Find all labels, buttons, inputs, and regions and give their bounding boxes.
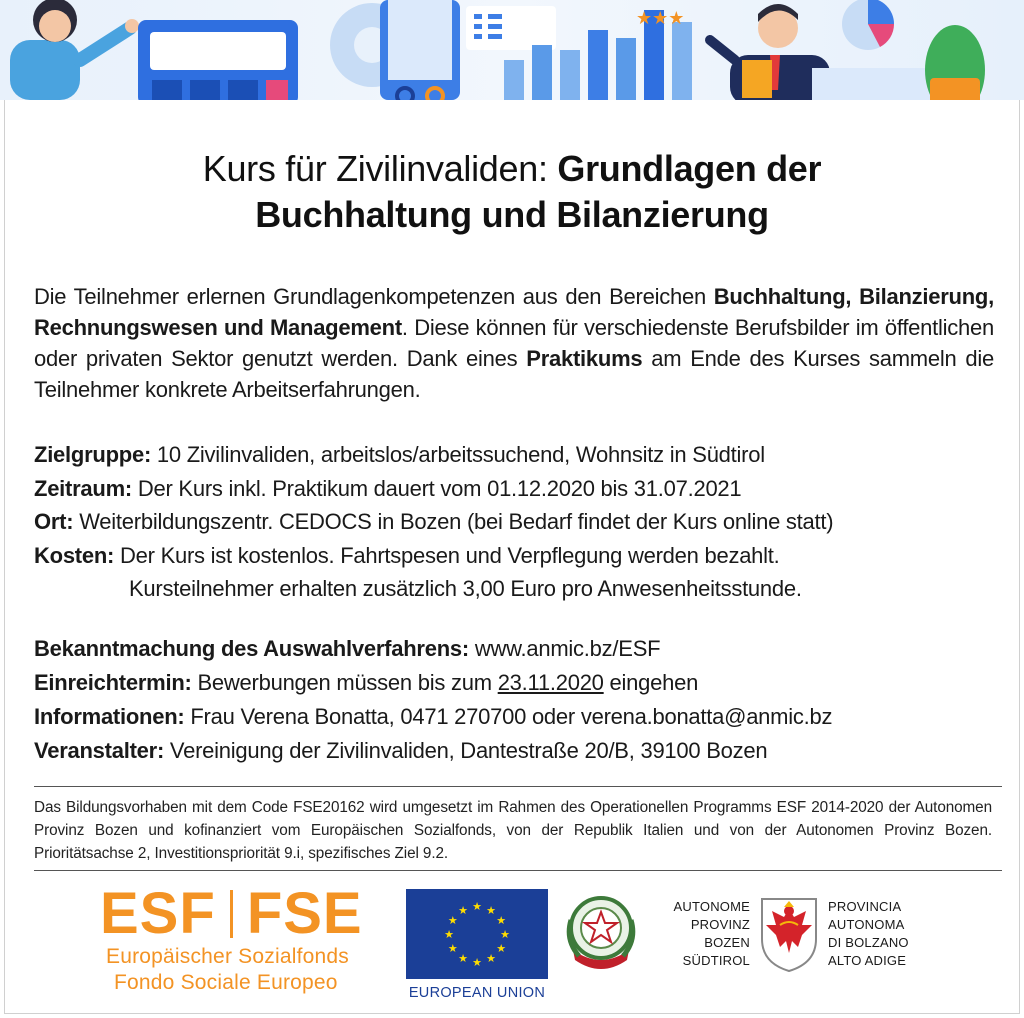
einreichtermin-date: 23.11.2020 [497,670,604,695]
eu-star-icon: ★ [472,956,482,969]
title-bold-line1: Grundlagen der [557,148,822,189]
detail-zeitraum [34,472,994,506]
info-bekanntmachung [34,632,994,666]
eu-star-icon: ★ [447,914,458,927]
detail-ort [34,505,994,539]
intro-text-1: Die Teilnehmer erlernen Grundlagenkompetenzen aus den Bereichen [34,284,714,309]
course-details [34,438,994,606]
einreichtermin-label: Einreichtermin: [34,670,192,695]
esf-separator [230,890,233,938]
kosten-value-2: Kursteilnehmer erhalten zusätzlich 3,00 Euro pro Anwesenheitsstunde. [129,576,802,601]
eu-star-icon: ★ [444,928,454,941]
esf-wordmark [100,881,390,946]
esf-logo [100,881,390,1004]
prov-de-line-1: AUTONOME [673,899,750,914]
eu-star-icon: ★ [496,914,507,927]
application-info [34,632,994,768]
eu-star-icon: ★ [458,952,468,966]
prov-de-line-4: SÜDTIROL [682,953,750,968]
veranstalter-label: Veranstalter: [34,738,165,763]
eu-stars-icon [406,889,548,979]
bekanntmachung-label: Bekanntmachung des Auswahlverfahrens: [34,636,469,661]
einreichtermin-text-1: Bewerbungen müssen bis zum [191,670,498,695]
einreichtermin-text-2: eingehen [603,670,699,695]
informationen-value: Frau Verena Bonatta, 0471 270700 oder verena.bonatta@anmic.bz [184,704,833,729]
italy-emblem-icon [565,890,637,976]
eu-star-icon: ★ [496,942,507,955]
esf-name-it: Fondo Sociale Europeo [114,971,338,994]
intro-paragraph [34,281,994,405]
intro-bold-2: Praktikums [526,346,643,371]
veranstalter-value: Vereinigung der Zivilinvaliden, Dantestraße 20/B, 39100 Bozen [164,738,768,763]
ort-value: Weiterbildungszentr. CEDOCS in Bozen (bei Bedarf findet der Kurs online statt) [73,509,834,534]
intro-text-3: am Ende des Kurses sammeln die Teilnehmer konkrete Arbeitserfahrungen. [34,346,994,402]
kosten-label: Kosten: [34,542,115,568]
informationen-label: Informationen: [34,704,185,729]
title-light: Kurs für Zivilinvaliden: [202,148,558,189]
detail-kosten-continued [34,572,994,606]
eu-star-icon: ★ [486,952,496,966]
prov-it-line-2: AUTONOMA [828,917,905,932]
office-illustration [0,0,1024,100]
info-veranstalter [34,734,994,768]
intro-bold-1: Buchhaltung, Bilanzierung, Rechnungswesen und Management [34,284,994,340]
legal-notice: Das Bildungsvorhaben mit dem Code FSE20162 wird umgesetzt im Rahmen des Operationellen Programms ESF 2014-2020 der Autonomen Provinz Bozen und kofinanziert vom Europäischen Sozialfonds, von der Republik Italien und von der Autonomen Provinz Bozen. Prioritätsachse 2, Investitionspriorität 9.i, spezifisches Ziel 9.2. [34,799,992,862]
divider-top [34,786,1002,787]
eu-star-icon: ★ [458,903,468,917]
title-bold-line2: Buchhaltung und Bilanzierung [255,194,769,235]
info-informationen [34,700,994,734]
kosten-value-1: Der Kurs ist kostenlos. Fahrtspesen und Verpflegung werden bezahlt. [114,542,780,568]
province-name-de [650,898,750,970]
intro-text-2: . Diese können für verschiedenste Berufsbilder im öffentlichen oder privaten Sektor genutzt werden. Dank eines [34,315,994,371]
prov-it-line-3: DI BOLZANO [828,935,909,950]
esf-text: ESF [100,881,216,946]
prov-de-line-2: PROVINZ [690,917,750,932]
detail-kosten [34,539,994,573]
detail-zielgruppe [34,438,994,472]
zeitraum-value: Der Kurs inkl. Praktikum dauert vom 01.12.2020 bis 31.07.2021 [132,475,742,501]
province-name-it [828,898,938,970]
zielgruppe-value: 10 Zivilinvaliden, arbeitslos/arbeitssuchend, Wohnsitz in Südtirol [151,442,765,467]
header-illustration [0,0,1024,100]
eu-flag-icon [406,889,548,979]
prov-it-line-4: ALTO ADIGE [828,953,907,968]
eu-caption: EUROPEAN UNION [408,985,546,1001]
bekanntmachung-link[interactable]: www.anmic.bz/ESF [468,636,661,661]
page-title [40,146,984,238]
zielgruppe-label: Zielgruppe: [34,442,152,467]
info-einreichtermin [34,666,994,700]
zeitraum-label: Zeitraum: [34,475,132,501]
prov-it-line-1: PROVINCIA [828,899,902,914]
ort-label: Ort: [34,509,74,534]
south-tyrol-shield-icon [758,895,820,975]
eu-star-icon: ★ [472,900,482,913]
eu-logo [406,889,548,1003]
svg-text:★★★: ★★★ [636,8,685,29]
eu-star-icon: ★ [500,928,510,941]
esf-name-de: Europäischer Sozialfonds [106,945,349,968]
divider-bottom [34,870,1002,871]
eu-star-icon: ★ [486,903,496,917]
prov-de-line-3: BOZEN [704,935,750,950]
eu-star-icon: ★ [447,942,458,955]
fse-text: FSE [246,881,363,946]
